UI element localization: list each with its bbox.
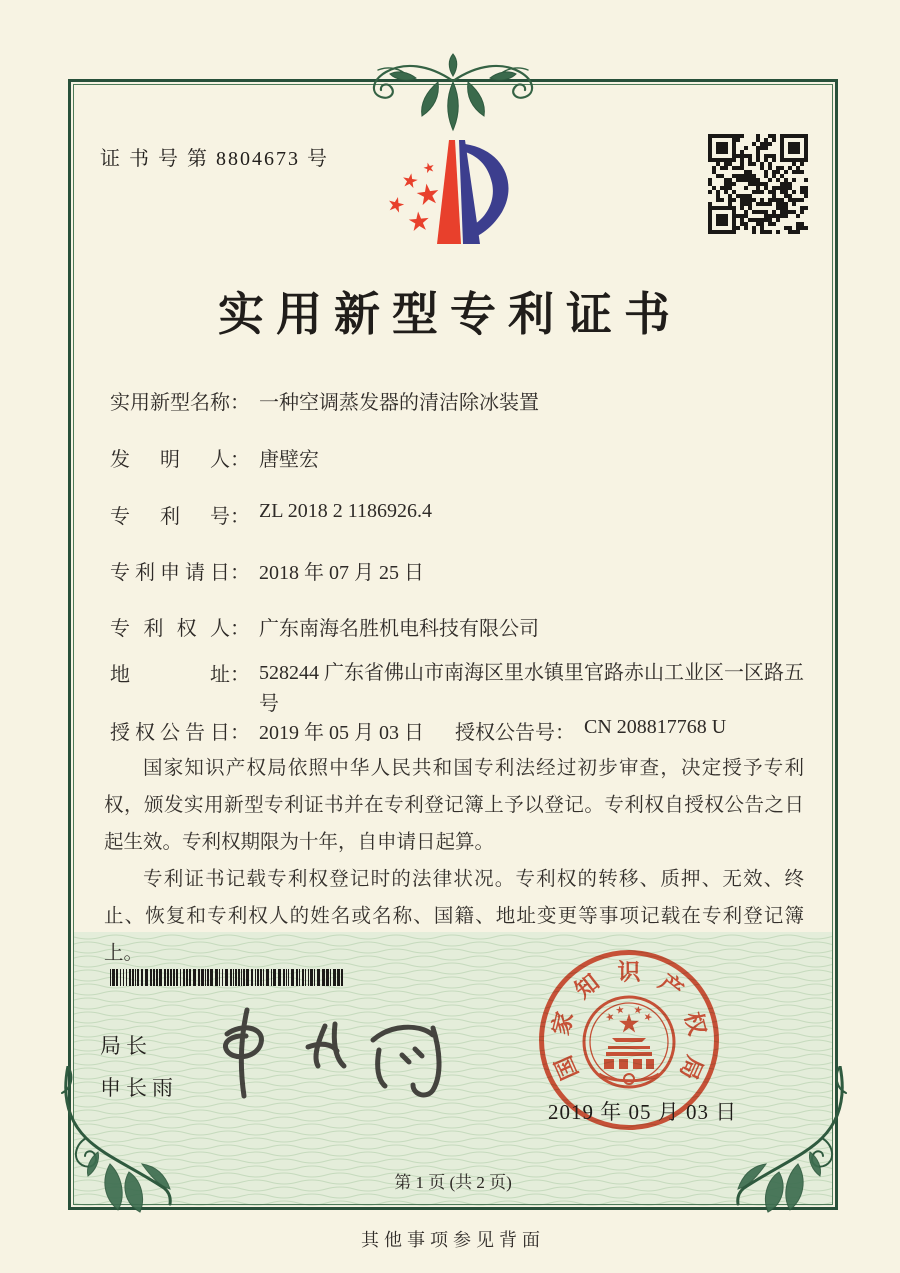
cnipa-logo [372, 128, 542, 260]
field-value: 528244 广东省佛山市南海区里水镇里官路赤山工业区一区路五号 [259, 662, 804, 715]
seal-date: 2019 年 05 月 03 日 [548, 1100, 738, 1124]
field-address: 地址： 528244 广东省佛山市南海区里水镇里官路赤山工业区一区路五号 [110, 658, 819, 720]
field-grant-date: 授权公告日： 2019 年 05 月 03 日 [110, 716, 424, 738]
field-label: 专利号 [110, 506, 230, 528]
field-label: 专利权人 [110, 618, 230, 640]
qr-code [708, 134, 808, 234]
officer-title: 局长 [100, 1034, 152, 1058]
back-side-note: 其他事项参见背面 [361, 1230, 545, 1250]
seal-agency-char: 知 [570, 969, 604, 1004]
logo-stars [387, 161, 440, 231]
barcode [110, 969, 347, 986]
field-patentee: 专利权人： 广东南海名胜机电科技有限公司 [110, 612, 539, 641]
seal-agency-char: 产 [654, 969, 688, 1004]
logo-p-mark [437, 140, 508, 244]
field-filing-date: 专利申请日： 2018 年 07 月 25 日 [110, 556, 424, 585]
field-grant-row [110, 716, 727, 745]
field-label: 发明人 [110, 449, 230, 471]
field-label: 地址 [110, 664, 230, 686]
field-label: 授权公告日 [110, 722, 230, 744]
seal-agency-char: 家 [548, 1009, 578, 1038]
field-grant-number: 授权公告号： CN 208817768 U [455, 716, 727, 744]
field-inventor: 发明人： 唐壁宏 [110, 443, 319, 472]
top-crest-ornament [288, 48, 618, 138]
field-label: 授权公告号 [455, 722, 555, 744]
field-utility-model-name: 实用新型名称： 一种空调蒸发器的清洁除冰装置 [110, 386, 539, 415]
legal-paragraph-2: 专利证书记载专利权登记时的法律状况。专利权的转移、质押、无效、终止、恢复和专利权人的姓名或名称、国籍、地址变更等事项记载在专利登记簿上。 [104, 869, 804, 964]
field-value: 唐壁宏 [259, 449, 319, 471]
seal-agency-char: 权 [680, 1009, 710, 1038]
certificate-title: 实用新型专利证书 [218, 289, 682, 340]
seal-agency-char: 局 [675, 1052, 708, 1084]
page-number: 第 1 页 (共 2 页) [394, 1173, 512, 1192]
corner-flourish-right [736, 1066, 856, 1216]
legal-text [104, 750, 804, 972]
national-emblem [579, 988, 679, 1100]
field-value: 一种空调蒸发器的清洁除冰装置 [259, 392, 539, 414]
certificate-number: 证 书 号 第 8804673 号 [100, 148, 329, 170]
seal-agency-char: 国 [550, 1052, 583, 1084]
officer-name: 申长雨 [100, 1076, 178, 1100]
field-label: 专利申请日 [110, 562, 230, 584]
legal-paragraph-1: 国家知识产权局依照中华人民共和国专利法经过初步审查，决定授予专利权，颁发实用新型专利证书并在专利登记簿上予以登记。专利权自授权公告之日起生效。专利权期限为十年，自申请日起算。 [104, 758, 804, 853]
field-label: 实用新型名称 [110, 392, 230, 414]
field-value: 2019 年 05 月 03 日 [259, 722, 424, 744]
field-value: 2018 年 07 月 25 日 [259, 562, 424, 584]
field-value: 广东南海名胜机电科技有限公司 [259, 618, 539, 640]
field-value: CN 208817768 U [584, 716, 727, 738]
field-patent-number: 专利号： ZL 2018 2 1186926.4 [110, 500, 432, 528]
officer-signature [205, 1000, 475, 1105]
field-value: ZL 2018 2 1186926.4 [259, 500, 432, 522]
seal-agency-char: 识 [617, 959, 641, 985]
